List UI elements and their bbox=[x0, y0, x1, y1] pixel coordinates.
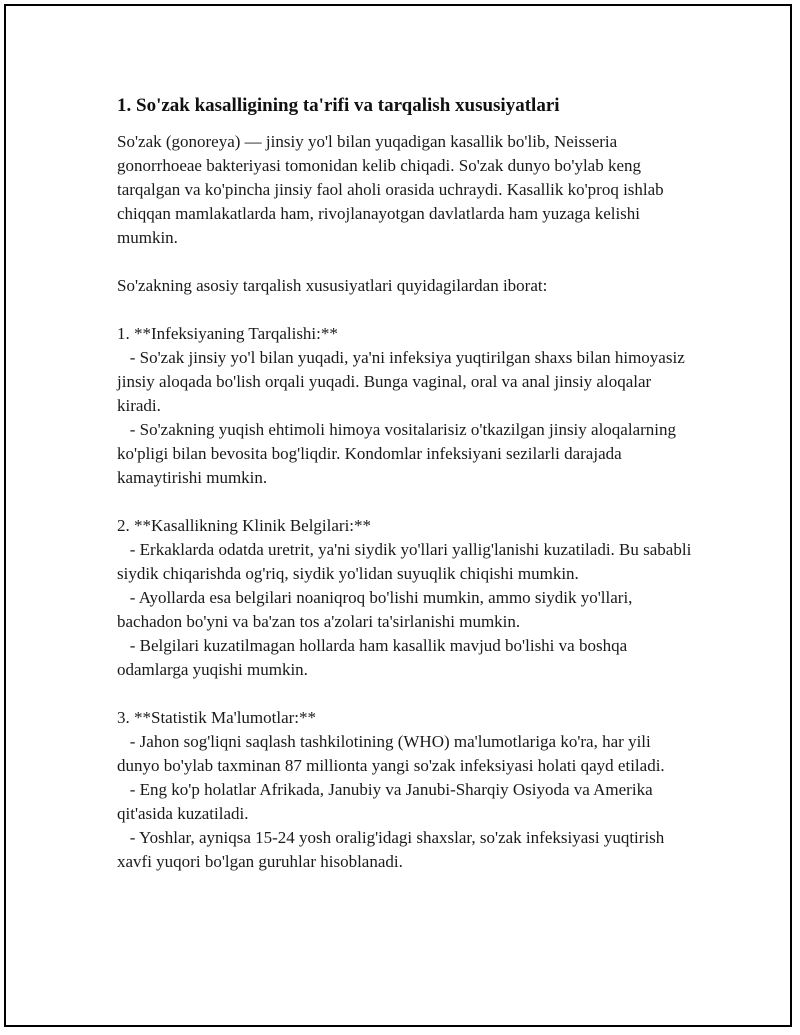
bullet-item: - Ayollarda esa belgilari noaniqroq bo'lishi mumkin, ammo siydik yo'llari, bachadon bo'yni va ba'zan tos a'zolari ta'sirlanishi mumkin. bbox=[117, 588, 637, 631]
bullet-item: - Jahon sog'liqni saqlash tashkilotining (WHO) ma'lumotlariga ko'ra, har yili dunyo bo'ylab taxminan 87 millionta yangi so'zak infeksiyasi holati qayd etiladi. bbox=[117, 732, 665, 775]
bullet-item: - So'zakning yuqish ehtimoli himoya vositalarisiz o'tkazilgan jinsiy aloqalarning ko'pligi bilan bevosita bog'liqdir. Kondomlar infeksiyani sezilarli darajada kamaytirishi mumkin. bbox=[117, 420, 681, 487]
spacer bbox=[117, 298, 697, 322]
bullet-item: - Eng ko'p holatlar Afrikada, Janubiy va Janubi-Sharqiy Osiyoda va Amerika qit'asida kuzatiladi. bbox=[117, 780, 657, 823]
section-title: 1. So'zak kasalligining ta'rifi va tarqalish xususiyatlari bbox=[117, 95, 560, 116]
section-heading-spread: 1. **Infeksiyaning Tarqalishi:** bbox=[117, 324, 338, 343]
spacer bbox=[117, 682, 697, 706]
section-statistics bbox=[117, 706, 697, 874]
document-body bbox=[117, 94, 697, 874]
lead-paragraph: So'zakning asosiy tarqalish xususiyatlari quyidagilardan iborat: bbox=[117, 276, 548, 295]
bullet-item: - Erkaklarda odatda uretrit, ya'ni siydik yo'llari yallig'lanishi kuzatiladi. Bu sababli siydik chiqarishda og'riq, siydik yo'lidan suyuqlik chiqishi mumkin. bbox=[117, 540, 696, 583]
intro-paragraph: So'zak (gonoreya) — jinsiy yo'l bilan yuqadigan kasallik bo'lib, Neisseria gonorrhoeae bakteriyasi tomonidan kelib chiqadi. So'zak dunyo bo'ylab keng tarqalgan va ko'pincha jinsiy faol aholi orasida uchraydi. Kasallik ko'proq ishlab chiqqan mamlakatlarda ham, rivojlanayotgan davlatlarda ham yuzaga kelishi mumkin. bbox=[117, 132, 668, 247]
section-spread bbox=[117, 322, 697, 490]
bullet-item: - Belgilari kuzatilmagan hollarda ham kasallik mavjud bo'lishi va boshqa odamlarga yuqishi mumkin. bbox=[117, 636, 632, 679]
section-clinical-signs bbox=[117, 514, 697, 682]
bullet-item: - Yoshlar, ayniqsa 15-24 yosh oralig'idagi shaxslar, so'zak infeksiyasi yuqtirish xavfi yuqori bo'lgan guruhlar hisoblanadi. bbox=[117, 828, 669, 871]
section-heading-statistics: 3. **Statistik Ma'lumotlar:** bbox=[117, 708, 317, 727]
bullet-item: - So'zak jinsiy yo'l bilan yuqadi, ya'ni infeksiya yuqtirilgan shaxs bilan himoyasiz jinsiy aloqada bo'lish orqali yuqadi. Bunga vaginal, oral va anal jinsiy aloqalar kiradi. bbox=[117, 348, 689, 415]
spacer bbox=[117, 490, 697, 514]
section-heading-clinical: 2. **Kasallikning Klinik Belgilari:** bbox=[117, 516, 372, 535]
spacer bbox=[117, 250, 697, 274]
